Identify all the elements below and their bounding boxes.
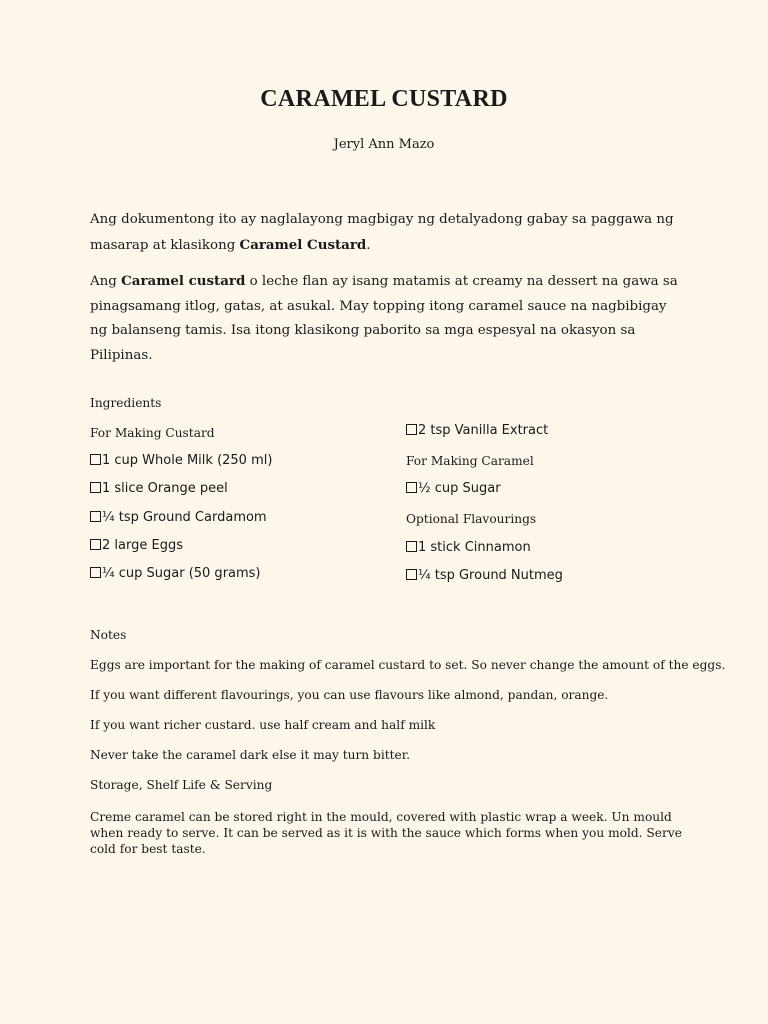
note-item: If you want richer custard. use half cream and half milk: [90, 718, 436, 732]
checkbox-icon[interactable]: [406, 424, 417, 435]
intro-p2-bold: Caramel custard: [121, 273, 246, 289]
document-title: CARAMEL CUSTARD: [260, 86, 508, 112]
checkbox-icon[interactable]: [90, 567, 101, 578]
document-author: Jeryl Ann Mazo: [333, 137, 435, 152]
ingredient-item: [406, 540, 531, 555]
ingredient-label: 1 slice Orange peel: [102, 481, 228, 496]
ingredient-item: [406, 568, 563, 583]
ingredients-heading: Ingredients: [90, 396, 162, 410]
ingredient-item: [90, 510, 267, 525]
intro-p1-end: .: [366, 237, 371, 253]
ingredient-label: 2 large Eggs: [102, 538, 183, 553]
optional-heading: Optional Flavourings: [406, 512, 537, 526]
checkbox-icon[interactable]: [90, 482, 101, 493]
intro-p2-text: o leche flan ay isang matamis at creamy na dessert na gawa sa pinagsamang itlog, gatas, at asukal. May topping itong caramel sauce na nagbibigay ng balanseng tamis. Isa itong klasikong paborito sa mga espesyal na okasyon sa Pilipinas.: [90, 274, 678, 363]
checkbox-icon[interactable]: [406, 569, 417, 580]
checkbox-icon[interactable]: [90, 454, 101, 465]
ingredient-label: 1 stick Cinnamon: [418, 540, 531, 555]
note-item: Never take the caramel dark else it may turn bitter.: [90, 748, 411, 762]
checkbox-icon[interactable]: [90, 511, 101, 522]
custard-heading: For Making Custard: [90, 426, 215, 440]
ingredient-item: [406, 423, 548, 438]
note-item: Eggs are important for the making of caramel custard to set. So never change the amount of the eggs.: [90, 658, 726, 672]
ingredient-item: [90, 481, 228, 496]
intro-p1-text: Ang dokumentong ito ay naglalayong magbigay ng detalyadong gabay sa paggawa ng masarap at klasikong: [90, 212, 674, 253]
intro-p1-bold: Caramel Custard: [239, 236, 367, 253]
intro-paragraph-2: [90, 269, 680, 368]
ingredient-item: [90, 538, 183, 553]
intro-p2-start: Ang: [90, 274, 122, 289]
note-item: If you want different flavourings, you can use flavours like almond, pandan, orange.: [90, 688, 609, 702]
storage-text: Creme caramel can be stored right in the mould, covered with plastic wrap a week. Un mould when ready to serve. It can be served as it is with the sauce which forms when you mold. Serve cold for best taste.: [90, 810, 682, 856]
checkbox-icon[interactable]: [90, 539, 101, 550]
ingredient-item: [406, 481, 501, 496]
intro-paragraph-1: [90, 208, 680, 258]
notes-heading: Notes: [90, 628, 127, 642]
checkbox-icon[interactable]: [406, 482, 417, 493]
ingredient-label: 1 cup Whole Milk (250 ml): [102, 453, 273, 468]
ingredient-label: ½ cup Sugar: [418, 481, 501, 496]
ingredient-label: ¼ tsp Ground Nutmeg: [418, 568, 563, 583]
checkbox-icon[interactable]: [406, 541, 417, 552]
ingredient-item: [90, 566, 261, 581]
ingredient-item: [90, 453, 272, 468]
ingredient-label: 2 tsp Vanilla Extract: [418, 423, 549, 438]
caramel-heading: For Making Caramel: [406, 454, 534, 468]
storage-heading: Storage, Shelf Life & Serving: [90, 778, 273, 792]
ingredient-label: ¼ tsp Ground Cardamom: [102, 510, 267, 525]
ingredient-label: ¼ cup Sugar (50 grams): [102, 566, 261, 581]
